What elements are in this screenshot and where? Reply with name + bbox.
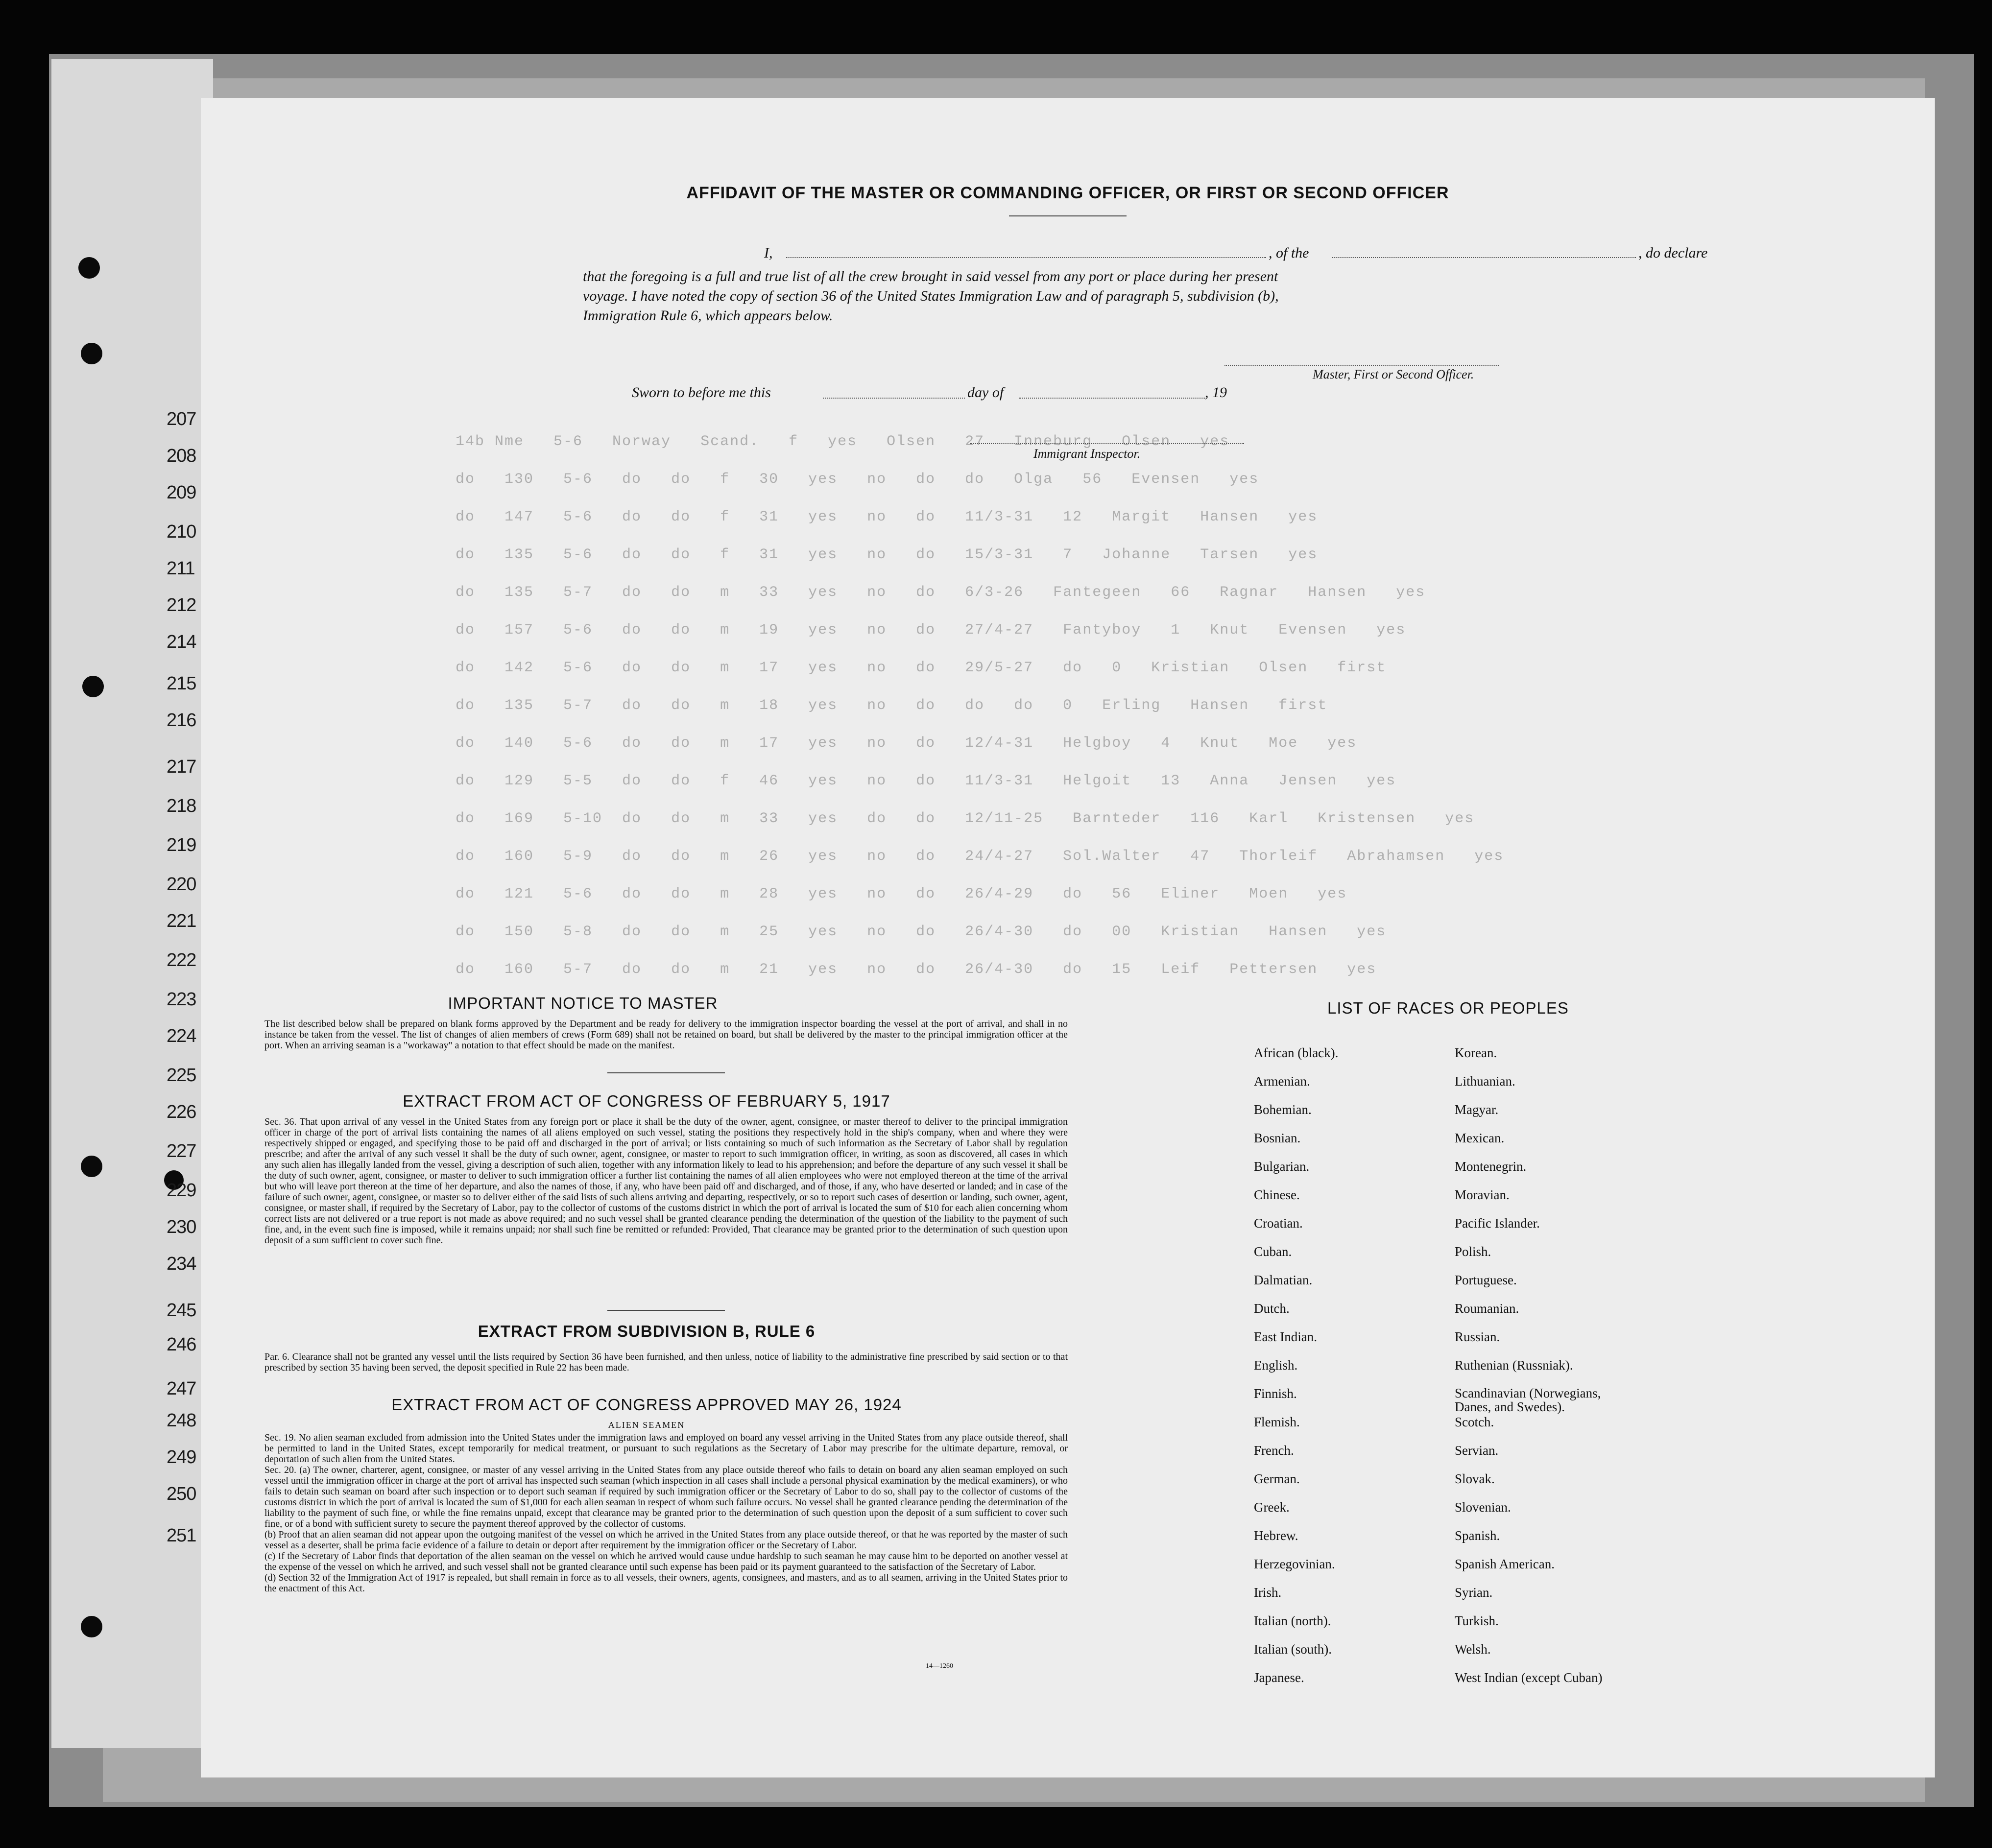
notice-title: IMPORTANT NOTICE TO MASTER [448,994,718,1012]
race-entry: Irish. [1254,1585,1282,1600]
rule6-body: Par. 6. Clearance shall not be granted any vessel until the lists required by Section 36 have been furnished, and then unless, notice of liability to the administrative fine prescribed by said section or to that prescribed by section 35 having been served, the deposit specified in Rule 22 has been made. [264,1351,1068,1373]
bleed-through-row: do 140 5-6 do do m 17 yes no do 12/4-31 Helgboy 4 Knut Moe yes [456,735,1357,752]
affidavit-page [201,98,1935,1777]
inspector-signature-label: Immigrant Inspector. [1033,447,1141,461]
punch-hole [81,1156,102,1177]
bleed-through-row: do 129 5-5 do do f 46 yes no do 11/3-31 Helgoit 13 Anna Jensen yes [456,773,1396,789]
race-entry: French. [1254,1443,1294,1458]
race-entry: Mexican. [1455,1131,1505,1145]
extract-1917-body: Sec. 36. That upon arrival of any vessel in the United States from any foreign port or place it shall be the duty of the owner, agent, consignee, or master thereof to deliver to the principal immigration officer in charge of the port of arrival lists containing the names of all aliens employed on such vessel, stating the positions they respectively hold in the ship's company, when and where they were respectively shipped or engaged, and specifying those to be paid off and discharged in the port of arrival; or lists containing so much of such information as the Secretary of Labor shall by regulation prescribe; and after the arrival of any such vessel it shall be the duty of such owner, agent, consignee, or master to report to such immigration officer, in writing, as soon as discovered, all cases in which any such alien has illegally landed from the vessel, giving a description of such alien, together with any information likely to lead to his apprehension; and before the departure of any such vessel it shall be the duty of such owner, agent, consignee, or master to deliver to such immigration officer a further list containing the names of all alien employees who were not employed thereon at the time of the arrival but who will leave port thereon at the time of her departure, and also the names of those, if any, who have been paid off and discharged, and of those, if any, who have deserted or landed; and in case of the failure of such owner, agent, consignee, or master so to deliver either of the said lists of such aliens arriving and departing, respectively, or so to report such cases of desertion or landing, such owner, agent, consignee, or master shall, if required by the Secretary of Labor, pay to the collector of customs of the customs district in which the port of arrival is located the sum of $10 for each alien concerning whom correct lists are not delivered or a true report is not made as above required; and no such vessel shall be granted clearance pending the determination of the question of the liability to the payment of such fine, and, in the event such fine is imposed, while it remains unpaid; nor shall such fine be remitted or refunded: Provided, That clearance may be granted prior to the determination of such question upon deposit of a sum sufficient to cover such fine. [264,1116,1068,1246]
line-number: 208 [167,446,196,466]
day-of-label: day of [967,384,1004,401]
race-entry: Polish. [1455,1244,1491,1259]
race-entry: Italian (north). [1254,1613,1331,1628]
race-entry: Bulgarian. [1254,1159,1310,1174]
form-number: 14—1260 [926,1662,953,1670]
affidavit-statement: that the foregoing is a full and true list of all the crew brought in said vessel from any port or place during her present voyage. I have noted the copy of section 36 of the United States Immigration Law and of paragraph 5, subdivision (b), Immigration Rule 6, which appears below. [583,268,1279,324]
bleed-through-row: do 121 5-6 do do m 28 yes no do 26/4-29 do 56 Eliner Moen yes [456,886,1347,902]
line-number: 251 [167,1525,196,1546]
bleed-through-row: do 150 5-8 do do m 25 yes no do 26/4-30 do 00 Kristian Hansen yes [456,924,1387,940]
race-entry: Moravian. [1455,1187,1510,1202]
extract-1924-body: Sec. 19. No alien seaman excluded from admission into the United States under the immigration laws and employed on board any vessel arriving in the United States from any place outside thereof, shall be permitted to land in the United States, except temporarily for medical treatment, or pursuant to such regulations as the Secretary of Labor may prescribe for the ultimate departure, removal, or deportation of such alien from the United States. Sec. 20. (a) The owner, charterer, agent, consignee, or master of any vessel arriving in the United States from any place outside thereof who fails to detain on board any alien seaman employed on such vessel until the immigration officer in charge at the port of arrival has inspected such seaman (which inspection in all cases shall include a personal physical examination by the medical examiners), or who fails to detain such seaman on board after such inspection or to deport such seaman if required by such immigration officer or the Secretary of Labor to do so, shall pay to the collector of customs of the customs district in which the port of arrival is located the sum of $1,000 for each alien seaman in respect of whom such failure occurs. No vessel shall be granted clearance pending the determination of the liability to the payment of such fine, or while the fine remains unpaid, except that clearance may be granted prior to the determination of such question upon the deposit of a sum sufficient to cover such fine, or of a bond with sufficient surety to secure the payment thereof approved by the collector of customs. (b) Proof that an alien seaman did not appear upon the outgoing manifest of the vessel on which he arrived in the United States from any place outside thereof, or that he was reported by the master of such vessel as a deserter, shall be prima facie evidence of a failure to detain or deport after requirement by the immigration officer or the Secretary of Labor. (c) If the Secretary of Labor finds that deportation of the alien seaman on the vessel on which he arrived would cause undue hardship to such seaman he may cause him to be deported on another vessel at the expense of the vessel on which he arrived, and such vessel shall not be granted clearance until such expense has been paid or its payment guaranteed to the satisfaction of the Secretary of Labor. (d) Section 32 of the Immigration Act of 1917 is repealed, but shall remain in force as to all vessels, their owners, agents, consignees, and masters, and as to all seamen, arriving in the United States prior to the enactment of this Act. [264,1432,1068,1594]
race-entry: Cuban. [1254,1244,1292,1259]
extract-1924-subtitle: ALIEN SEAMEN [608,1420,685,1430]
bleed-through-row: do 142 5-6 do do m 17 yes no do 29/5-27 do 0 Kristian Olsen first [456,660,1387,676]
affidavit-title: AFFIDAVIT OF THE MASTER OR COMMANDING OFFICER, OR FIRST OR SECOND OFFICER [686,184,1449,202]
races-title: LIST OF RACES OR PEOPLES [1327,999,1569,1017]
race-entry: Turkish. [1455,1613,1499,1628]
line-number: 221 [167,911,196,931]
rule6-title: EXTRACT FROM SUBDIVISION B, RULE 6 [478,1322,816,1340]
race-entry: Lithuanian. [1455,1074,1515,1089]
vessel-name-field[interactable] [1332,257,1636,258]
line-number: 222 [167,950,196,971]
race-entry: Welsh. [1455,1642,1491,1657]
master-signature-field[interactable] [1224,365,1499,366]
race-entry: Chinese. [1254,1187,1300,1202]
line-number: 207 [167,409,196,429]
race-entry: Croatian. [1254,1216,1303,1231]
line-number: 229 [167,1180,196,1201]
sworn-month-field[interactable] [1019,398,1205,399]
race-entry: Bohemian. [1254,1102,1312,1117]
declarant-label: I, [764,245,773,261]
race-entry: Japanese. [1254,1670,1304,1685]
line-number: 223 [167,989,196,1010]
race-entry: German. [1254,1471,1300,1486]
race-entry: Armenian. [1254,1074,1310,1089]
line-number: 226 [167,1102,196,1122]
inspector-signature-field[interactable] [970,443,1244,444]
line-number: 248 [167,1410,196,1431]
notice-body: The list described below shall be prepared on blank forms approved by the Department and be ready for delivery to the immigration inspector boarding the vessel at the port of arrival, and shall in no instance be taken from the vessel. The list of changes of alien members of crews (Form 689) shall not be retained on board, but shall be delivered by the master to the principal immigration officer at the port. When an arriving seaman is a "workaway" a notation to that effect should be made on the manifest. [264,1019,1068,1051]
line-number: 217 [167,757,196,777]
race-entry: Spanish American. [1455,1557,1555,1571]
line-number: 250 [167,1484,196,1504]
line-number: 224 [167,1026,196,1046]
race-entry: Magyar. [1455,1102,1499,1117]
race-entry: English. [1254,1358,1298,1373]
line-number: 215 [167,673,196,694]
race-entry: African (black). [1254,1045,1339,1060]
bleed-through-row: do 135 5-7 do do m 18 yes no do do do 0 Erling Hansen first [456,697,1328,714]
punch-hole [78,257,100,279]
line-number: 230 [167,1217,196,1237]
line-number: 245 [167,1300,196,1321]
race-entry: Montenegrin. [1455,1159,1527,1174]
race-entry: Italian (south). [1254,1642,1332,1657]
race-entry: Bosnian. [1254,1131,1301,1145]
bleed-through-row: do 135 5-6 do do f 31 yes no do 15/3-31 7 Johanne Tarsen yes [456,546,1318,563]
race-entry: Slovak. [1455,1471,1495,1486]
race-entry: Hebrew. [1254,1528,1298,1543]
year-label: , 19 [1205,384,1227,401]
punch-hole [81,343,102,364]
bleed-through-row: do 160 5-7 do do m 21 yes no do 26/4-30 do 15 Leif Pettersen yes [456,961,1377,978]
race-entry: Pacific Islander. [1455,1216,1540,1231]
line-number: 220 [167,874,196,895]
vessel-label: , of the [1269,245,1309,261]
declare-label: , do declare [1638,245,1708,261]
title-rule [1009,215,1127,216]
race-entry: Russian. [1455,1329,1500,1344]
line-number: 214 [167,632,196,652]
bleed-through-row: do 157 5-6 do do m 19 yes no do 27/4-27 Fantyboy 1 Knut Evensen yes [456,622,1406,639]
race-entry: Spanish. [1455,1528,1500,1543]
section-rule [607,1072,725,1073]
sworn-label: Sworn to before me this [632,384,771,401]
line-number: 211 [167,558,195,579]
line-number: 247 [167,1378,196,1399]
line-number: 225 [167,1065,196,1086]
bleed-through-row: do 135 5-7 do do m 33 yes no do 6/3-26 Fantegeen 66 Ragnar Hansen yes [456,584,1426,601]
extract-1924-title: EXTRACT FROM ACT OF CONGRESS APPROVED MAY 26, 1924 [391,1396,902,1414]
punch-hole [82,676,104,697]
race-entry: Flemish. [1254,1415,1300,1429]
race-entry: Scotch. [1455,1415,1494,1429]
race-entry: Korean. [1455,1045,1497,1060]
master-signature-label: Master, First or Second Officer. [1313,367,1474,381]
race-entry: Dutch. [1254,1301,1290,1316]
line-number: 210 [167,521,196,542]
race-entry: West Indian (except Cuban) [1455,1670,1603,1685]
bleed-through-row: do 130 5-6 do do f 30 yes no do do Olga 56 Evensen yes [456,471,1259,488]
declarant-name-field[interactable] [786,257,1266,258]
race-entry: Syrian. [1455,1585,1493,1600]
bleed-through-row: do 147 5-6 do do f 31 yes no do 11/3-31 12 Margit Hansen yes [456,509,1318,525]
race-entry: Roumanian. [1455,1301,1519,1316]
race-entry: Portuguese. [1455,1273,1517,1287]
race-entry: Greek. [1254,1500,1290,1515]
punch-hole [81,1616,102,1637]
race-entry: Slovenian. [1455,1500,1511,1515]
race-entry: Herzegovinian. [1254,1557,1335,1571]
line-number: 218 [167,796,196,816]
line-number: 216 [167,710,196,731]
sworn-day-field[interactable] [823,398,965,399]
line-number: 246 [167,1334,196,1355]
bleed-through-row: 14b Nme 5-6 Norway Scand. f yes Olsen 27 Inneburg Olsen yes [456,433,1230,450]
bleed-through-row: do 169 5-10 do do m 33 yes do do 12/11-25 Barnteder 116 Karl Kristensen yes [456,810,1475,827]
section-rule [607,1310,725,1311]
race-entry: Scandinavian (Norwegians, Danes, and Swedes). [1455,1386,1601,1414]
race-entry: Servian. [1455,1443,1499,1458]
line-number: 212 [167,595,196,616]
line-number: 249 [167,1447,196,1468]
line-number: 209 [167,482,196,503]
race-entry: Ruthenian (Russniak). [1455,1358,1573,1373]
line-number: 219 [167,835,196,855]
line-number: 227 [167,1141,196,1161]
race-entry: East Indian. [1254,1329,1317,1344]
race-entry: Finnish. [1254,1386,1297,1401]
bleed-through-row: do 160 5-9 do do m 26 yes no do 24/4-27 Sol.Walter 47 Thorleif Abrahamsen yes [456,848,1504,865]
extract-1917-title: EXTRACT FROM ACT OF CONGRESS OF FEBRUARY 5, 1917 [403,1092,890,1110]
line-number: 234 [167,1254,196,1274]
race-entry: Dalmatian. [1254,1273,1313,1287]
